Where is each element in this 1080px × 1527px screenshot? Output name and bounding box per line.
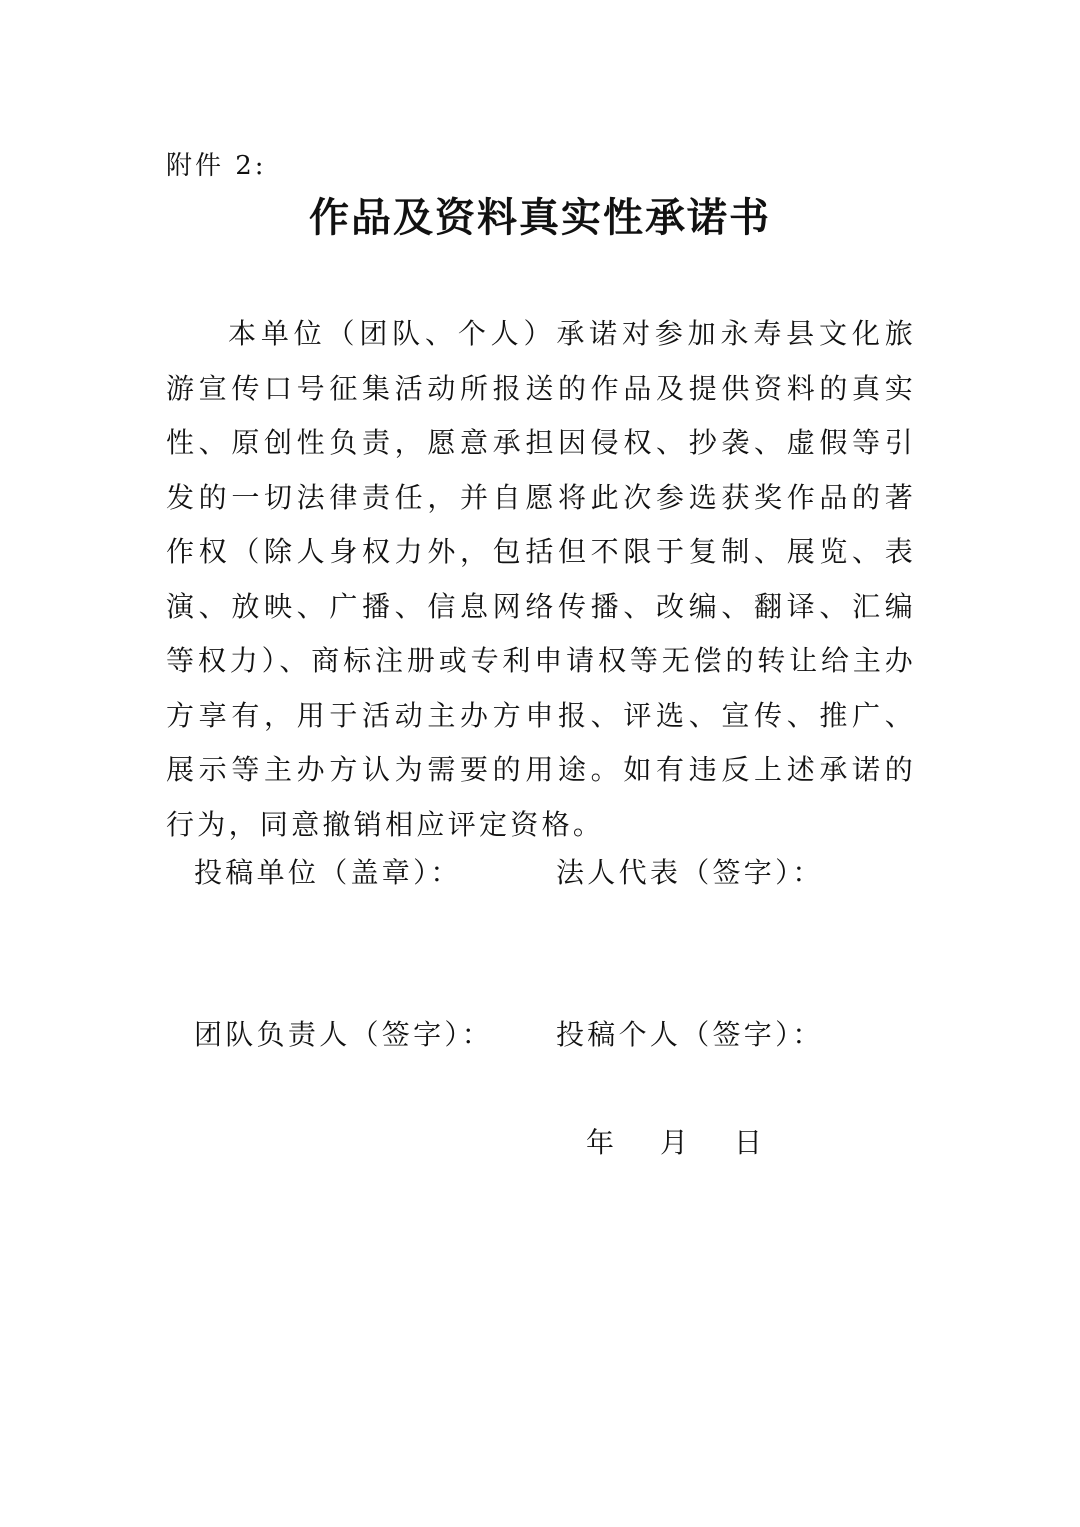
attachment-label: 附件 2: [166, 151, 267, 181]
date-year-label: 年 [586, 1126, 615, 1159]
date-day-label: 日 [734, 1126, 763, 1159]
legal-representative-signature-label: 法人代表（签字）： [556, 856, 824, 889]
date-month-label: 月 [660, 1126, 689, 1159]
team-leader-signature-label: 团队负责人（签字）： [194, 1018, 494, 1051]
commitment-body: 本单位（团队、个人）承诺对参加永寿县文化旅游宣传口号征集活动所报送的作品及提供资料的真实性、原创性负责，愿意承担因侵权、抄袭、虚假等引发的一切法律责任，并自愿将此次参选获奖作品的著作权（除人身权力外，包括但不限于复制、展览、表演、放映、广播、信息网络传播、改编、翻译、汇编等权力）、商标注册或专利申请权等无偿的转让给主办方享有，用于活动主办方申报、评选、宣传、推广、展示等主办方认为需要的用途。如有违反上述承诺的行为，同意撤销相应评定资格。 [166, 317, 916, 841]
document-title: 作品及资料真实性承诺书 [309, 195, 771, 241]
submitting-unit-seal-label: 投稿单位（盖章）： [194, 856, 462, 889]
individual-signature-label: 投稿个人（签字）： [556, 1018, 824, 1051]
